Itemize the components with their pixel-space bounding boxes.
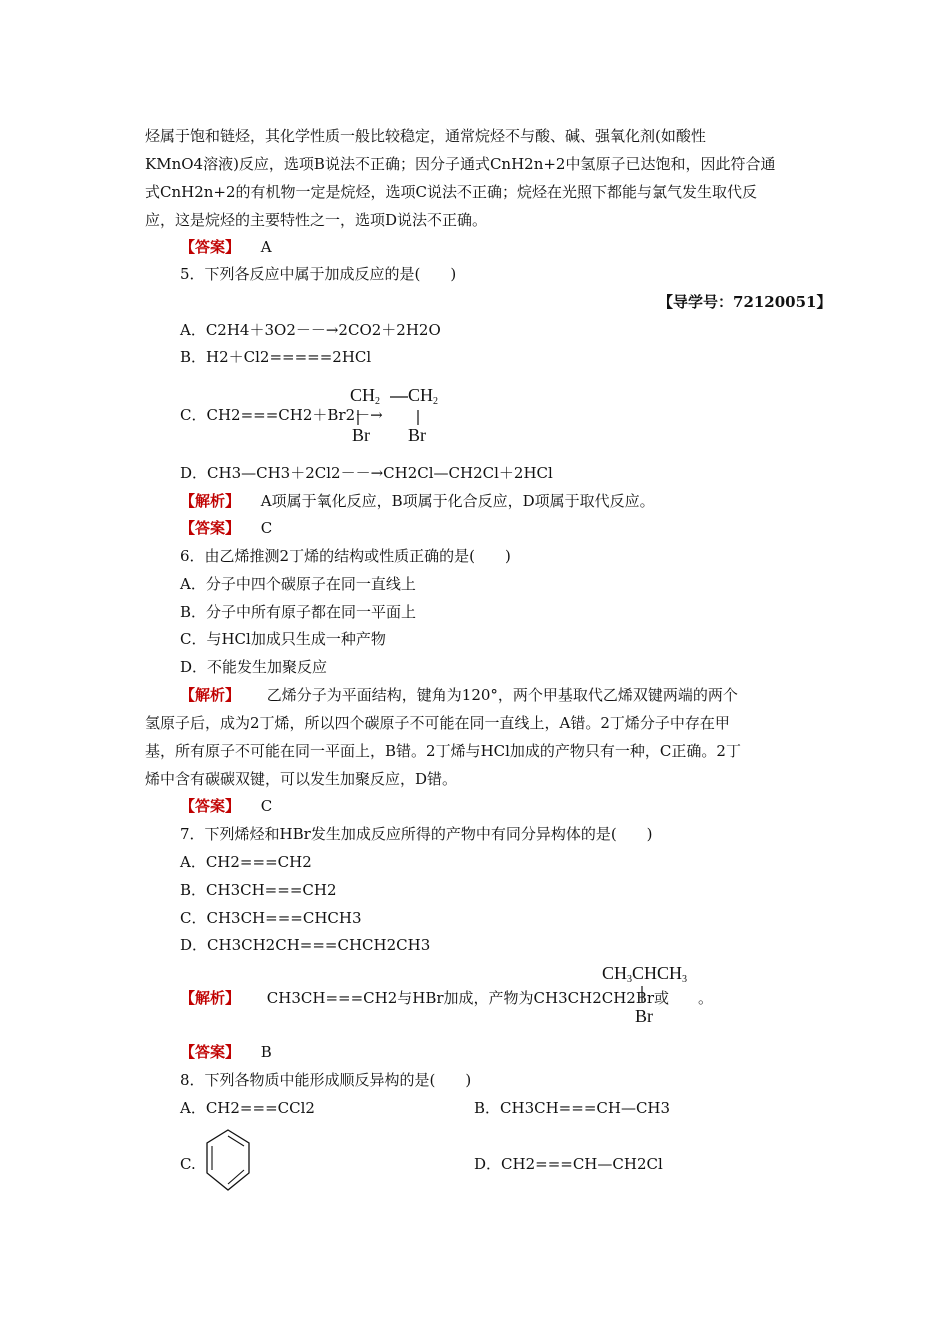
answer-label: 【答案】: [180, 238, 241, 256]
option-d: D．CH2===CH—CH2Cl: [474, 1155, 663, 1173]
analysis-text: 烯中含有碳碳双键，可以发生加聚反应，D错。: [145, 770, 458, 788]
answer-value: A: [260, 238, 272, 256]
analysis-label: 【解析】: [180, 686, 241, 704]
answer-label: 【答案】: [180, 1043, 241, 1061]
answer-row: [180, 518, 272, 538]
option-c: C．与HCl加成只生成一种产物: [180, 630, 386, 648]
analysis-text: 乙烯分子为平面结构，键角为120°，两个甲基取代乙烯双键两端的两个: [266, 686, 738, 704]
analysis-text: CH3CH===CH2与HBr加成，产物为CH3CH2CH2Br或: [266, 989, 670, 1007]
analysis-label: 【解析】: [180, 492, 241, 510]
question-stem: 5．下列各反应中属于加成反应的是( ): [180, 265, 457, 283]
analysis-text: A项属于氧化反应，B项属于化合反应，D项属于取代反应。: [260, 492, 655, 510]
option-d: D．不能发生加聚反应: [180, 658, 328, 676]
analysis-text: 氢原子后，成为2丁烯，所以四个碳原子不可能在同一直线上，A错。2丁烯分子中存在甲: [145, 714, 730, 732]
analysis-row: [180, 988, 669, 1008]
option-d: D．CH3CH2CH===CHCH2CH3: [180, 936, 431, 954]
paragraph-line: 应，这是烷烃的主要特性之一，选项D说法不正确。: [145, 211, 488, 229]
sentence-end: 。: [698, 989, 714, 1007]
option-b: B．分子中所有原子都在同一平面上: [180, 603, 417, 621]
answer-label: 【答案】: [180, 797, 241, 815]
paragraph-line: 烃属于饱和链烃，其化学性质一般比较稳定，通常烷烃不与酸、碱、强氧化剂(如酸性: [145, 127, 706, 145]
option-c: C．CH3CH===CHCH3: [180, 909, 362, 927]
option-b: B．CH3CH===CH—CH3: [474, 1099, 671, 1117]
analysis-label: 【解析】: [180, 989, 241, 1007]
option-b: B．CH3CH===CH2: [180, 881, 337, 899]
answer-row: [180, 237, 272, 257]
structure-formula: $CH_3CHCH_3$: [602, 963, 688, 985]
analysis-row: [180, 491, 655, 511]
paragraph-line: 式CnH2n+2的有机物一定是烷烃，选项C说法不正确；烷烃在光照下都能与氯气发生取代反: [145, 183, 758, 201]
structure-formula: $CH_2$: [408, 385, 439, 407]
option-b: B．H2＋Cl2=====2HCl: [180, 348, 372, 366]
question-stem: 6．由乙烯推测2丁烯的结构或性质正确的是( ): [180, 547, 511, 565]
bromine-label: Br: [408, 425, 426, 445]
option-c: C．CH2===CH2＋Br2－→: [180, 406, 383, 424]
analysis-row: [180, 685, 738, 705]
option-c: C.: [180, 1155, 196, 1173]
question-stem: 8．下列各物质中能形成顺反异构的是( ): [180, 1071, 472, 1089]
analysis-text: 基，所有原子不可能在同一平面上，B错。2丁烯与HCl加成的产物只有一种，C正确。2丁: [145, 742, 741, 760]
bond-lines: [600, 960, 710, 1020]
option-a: A．C2H4＋3O2－－→2CO2＋2H2O: [180, 321, 441, 339]
answer-value: C: [260, 797, 273, 815]
answer-value: B: [260, 1043, 272, 1061]
guide-number: 【导学号：72120051】: [658, 293, 832, 311]
paragraph-line: KMnO4溶液)反应，选项B说法不正确；因分子通式CnH2n+2中氢原子已达饱和，因此符合通: [145, 155, 776, 173]
structure-formula: $CH_2$: [350, 385, 381, 407]
option-a: A．CH2===CCl2: [180, 1099, 315, 1117]
answer-row: [180, 796, 272, 816]
option-a: A．分子中四个碳原子在同一直线上: [180, 575, 416, 593]
bromine-label: Br: [352, 425, 370, 445]
option-d: D．CH3—CH3＋2Cl2－－→CH2Cl—CH2Cl＋2HCl: [180, 464, 553, 482]
benzene-ring-icon: [204, 1128, 254, 1194]
option-a: A．CH2===CH2: [180, 853, 312, 871]
question-stem: 7．下列烯烃和HBr发生加成反应所得的产物中有同分异构体的是( ): [180, 825, 653, 843]
answer-label: 【答案】: [180, 519, 241, 537]
answer-row: [180, 1042, 272, 1062]
bromine-label: Br: [635, 1006, 653, 1026]
answer-value: C: [260, 519, 273, 537]
